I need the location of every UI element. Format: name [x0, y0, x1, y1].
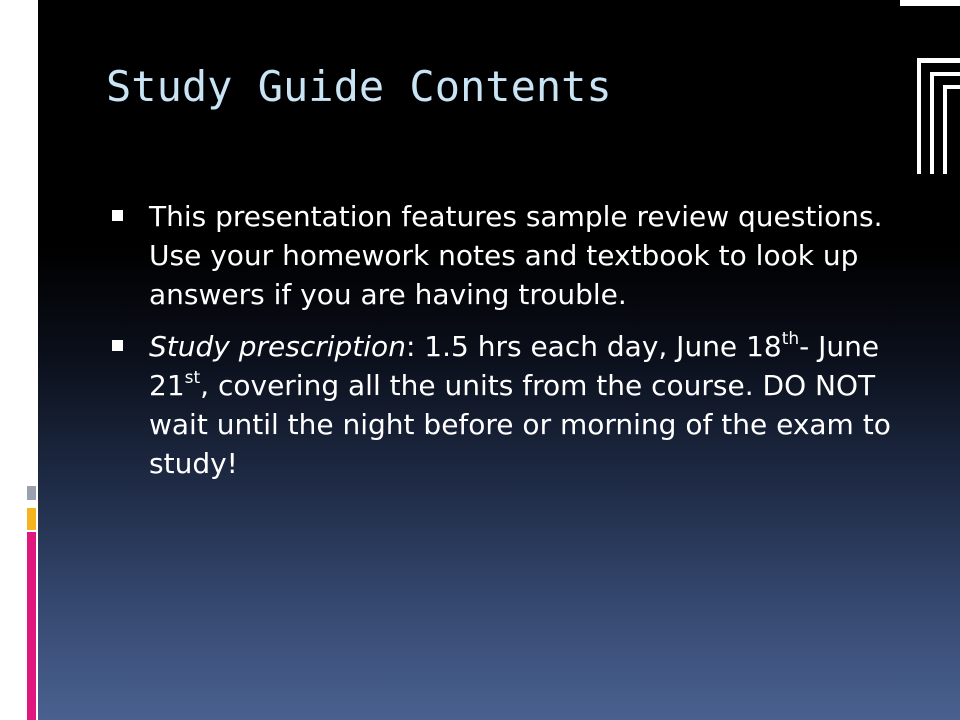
ordinal-suffix-th: th [781, 329, 800, 349]
slide-title: Study Guide Contents [106, 62, 612, 111]
corner-bracket-decoration [900, 0, 960, 190]
ordinal-suffix-st: st [184, 368, 201, 388]
label-separator: : [405, 330, 425, 363]
bullet-item-presentation [112, 197, 902, 314]
prescription-text-part2: - June 21 [149, 330, 880, 402]
bullet-list [112, 197, 902, 496]
square-bullet-icon [112, 210, 123, 221]
prescription-text-part3: , covering all the units from the course. DO NOT wait until the night before or morning of the exam to study! [149, 369, 891, 480]
prescription-text-part1: 1.5 hrs each day, June 18 [424, 330, 782, 363]
study-prescription-label: Study prescription [149, 330, 406, 363]
bullet-text: This presentation features sample review questions. Use your homework notes and textbook to look up answers if you are having trouble. [149, 200, 883, 311]
square-bullet-icon [112, 340, 123, 351]
accent-bar-gray [27, 486, 36, 500]
accent-bar-gold [27, 508, 36, 530]
accent-bar-magenta [27, 532, 36, 720]
bullet-item-study-prescription [112, 327, 902, 483]
